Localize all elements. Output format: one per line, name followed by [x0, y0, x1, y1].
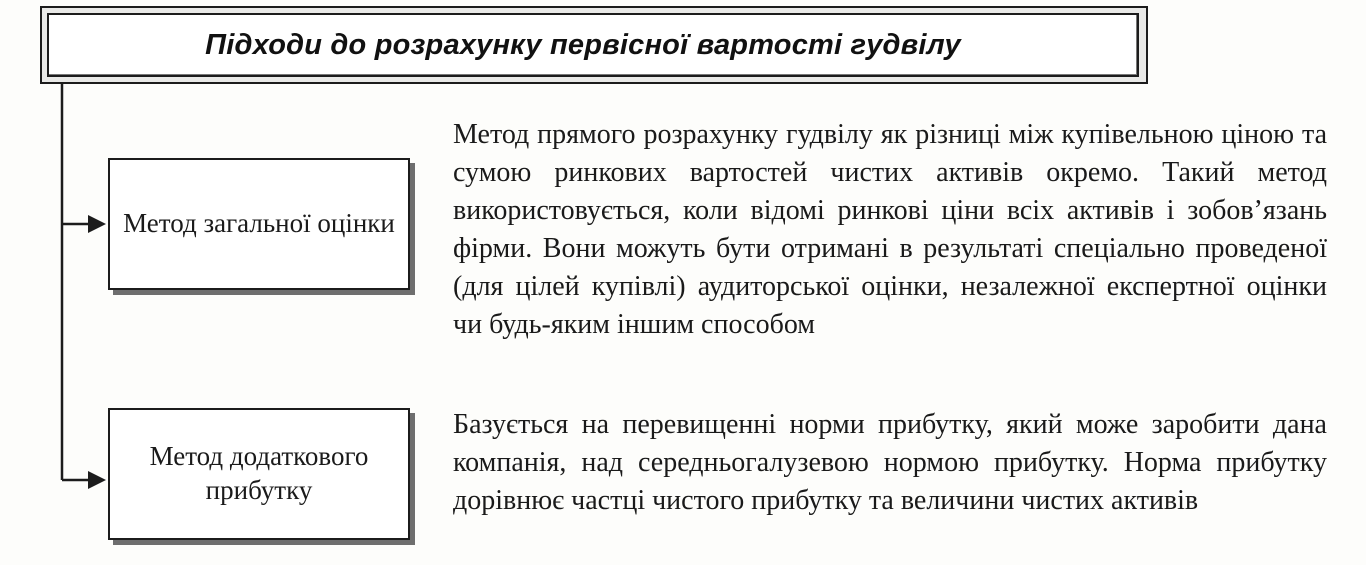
arrow-head-2 [88, 471, 106, 489]
arrow-head-1 [88, 215, 106, 233]
method-label: Метод додаткового прибутку [149, 441, 369, 505]
diagram-title: Підходи до розрахунку первісної вартості гудвілу [205, 28, 961, 61]
method-label: Метод загальної оцінки [123, 208, 395, 239]
method-box-additional-profit [108, 408, 410, 540]
method-box-general-assessment [108, 158, 410, 290]
method-description: Базується на перевищенні норми прибутку, який може заробити дана компанія, над середньогалузевою нормою прибутку. Норма прибутку дорівнює частці чистого прибутку та величини чистих активів [453, 409, 1327, 516]
method-description: Метод прямого розрахунку гудвілу як різниці між купівельною ціною та сумою ринкових вартостей чистих активів окремо. Такий метод використовується, коли відомі ринкові ціни всіх активів і зобов’язань фірми. Вони можуть бути отримані в результаті спеціально проведеної (для цілей купівлі) аудиторської оцінки, незалежної експертної оцінки чи будь-яким іншим способом [453, 119, 1327, 340]
